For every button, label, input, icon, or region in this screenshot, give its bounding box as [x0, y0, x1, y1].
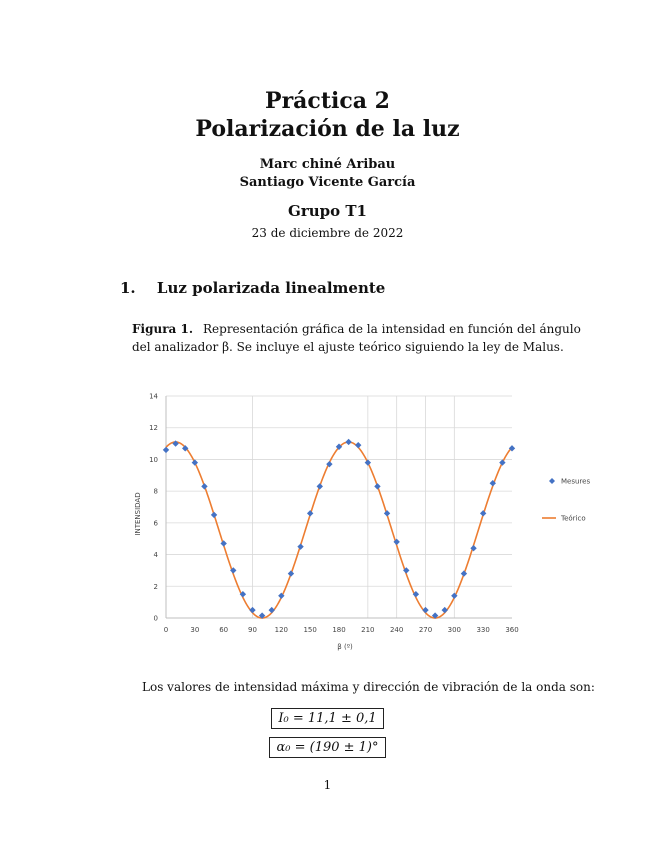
x-tick-label: 60 — [219, 626, 229, 634]
x-tick-label: 330 — [476, 626, 490, 634]
y-tick-label: 6 — [153, 519, 158, 528]
x-tick-label: 150 — [303, 626, 317, 634]
data-point — [220, 540, 226, 546]
y-tick-label: 4 — [153, 551, 158, 560]
section-heading — [120, 279, 385, 297]
data-point — [345, 439, 351, 445]
x-tick-label: 180 — [332, 626, 346, 634]
section-number: 1. — [120, 279, 136, 297]
data-point — [307, 510, 313, 516]
x-tick-label: 120 — [274, 626, 289, 634]
legend-label-teorico: Teórico — [561, 514, 586, 523]
x-tick-label: 300 — [447, 626, 462, 634]
y-tick-label: 14 — [149, 392, 158, 401]
data-point — [317, 483, 323, 489]
x-tick-label: 210 — [361, 626, 375, 634]
x-axis-label: β (º) — [337, 643, 353, 651]
x-tick-label: 360 — [505, 626, 519, 634]
theory-curve — [166, 442, 512, 618]
data-point — [461, 570, 467, 576]
section-title: Luz polarizada linealmente — [156, 279, 386, 297]
tick-labels — [149, 393, 519, 635]
equation-2-wrap — [0, 736, 655, 755]
data-point — [249, 607, 255, 613]
y-tick-label: 10 — [149, 455, 158, 464]
page-number: 1 — [323, 778, 332, 792]
x-tick-label: 270 — [418, 626, 433, 634]
theory-line — [166, 442, 512, 618]
data-point — [288, 570, 294, 576]
data-point — [499, 459, 505, 465]
author-1: Marc chiné Aribau — [259, 157, 396, 172]
intro-paragraph: Los valores de intensidad máxima y dirección de vibración de la onda son: — [142, 680, 595, 694]
x-tick-label: 0 — [163, 626, 169, 634]
chart-legend — [542, 478, 590, 523]
data-point — [163, 447, 169, 453]
y-tick-label: 12 — [149, 424, 158, 433]
x-tick-label: 30 — [190, 626, 200, 634]
data-point — [201, 483, 207, 489]
figure-caption — [132, 320, 582, 356]
equation-1-wrap — [0, 707, 655, 726]
data-point — [192, 459, 198, 465]
data-point — [384, 510, 390, 516]
data-point — [442, 607, 448, 613]
data-point — [480, 510, 486, 516]
data-point — [365, 459, 371, 465]
group-label: Grupo T1 — [288, 202, 367, 220]
y-tick-label: 2 — [153, 582, 158, 591]
data-point — [269, 607, 275, 613]
legend-label-mesures: Mesures — [561, 477, 591, 486]
data-point — [297, 543, 303, 549]
title-line-2: Polarización de la luz — [195, 116, 460, 142]
author-2: Santiago Vicente García — [239, 175, 416, 190]
data-point — [374, 483, 380, 489]
data-point — [172, 440, 178, 446]
y-tick-label: 8 — [153, 487, 158, 496]
x-tick-label: 90 — [248, 626, 257, 634]
figure-label: Figura 1. — [132, 322, 193, 336]
intensity-chart — [120, 378, 600, 660]
y-axis-label: INTENSIDAD — [134, 492, 142, 536]
equation-1: I₀ = 11,1 ± 0,1 — [271, 708, 383, 729]
x-tick-label: 240 — [389, 626, 404, 634]
data-point — [355, 442, 361, 448]
date: 23 de diciembre de 2022 — [251, 226, 404, 240]
figure-caption-text: Representación gráfica de la intensidad en función del ángulo del analizador β. Se incluye el ajuste teórico siguiendo la ley de Malus. — [132, 322, 581, 354]
measurement-points — [163, 439, 515, 619]
legend-marker-mesures — [549, 478, 555, 484]
equation-2: α₀ = (190 ± 1)° — [269, 737, 385, 758]
y-tick-label: 0 — [153, 614, 158, 623]
data-point — [422, 607, 428, 613]
title-line-1: Práctica 2 — [265, 88, 390, 114]
data-point — [211, 512, 217, 518]
